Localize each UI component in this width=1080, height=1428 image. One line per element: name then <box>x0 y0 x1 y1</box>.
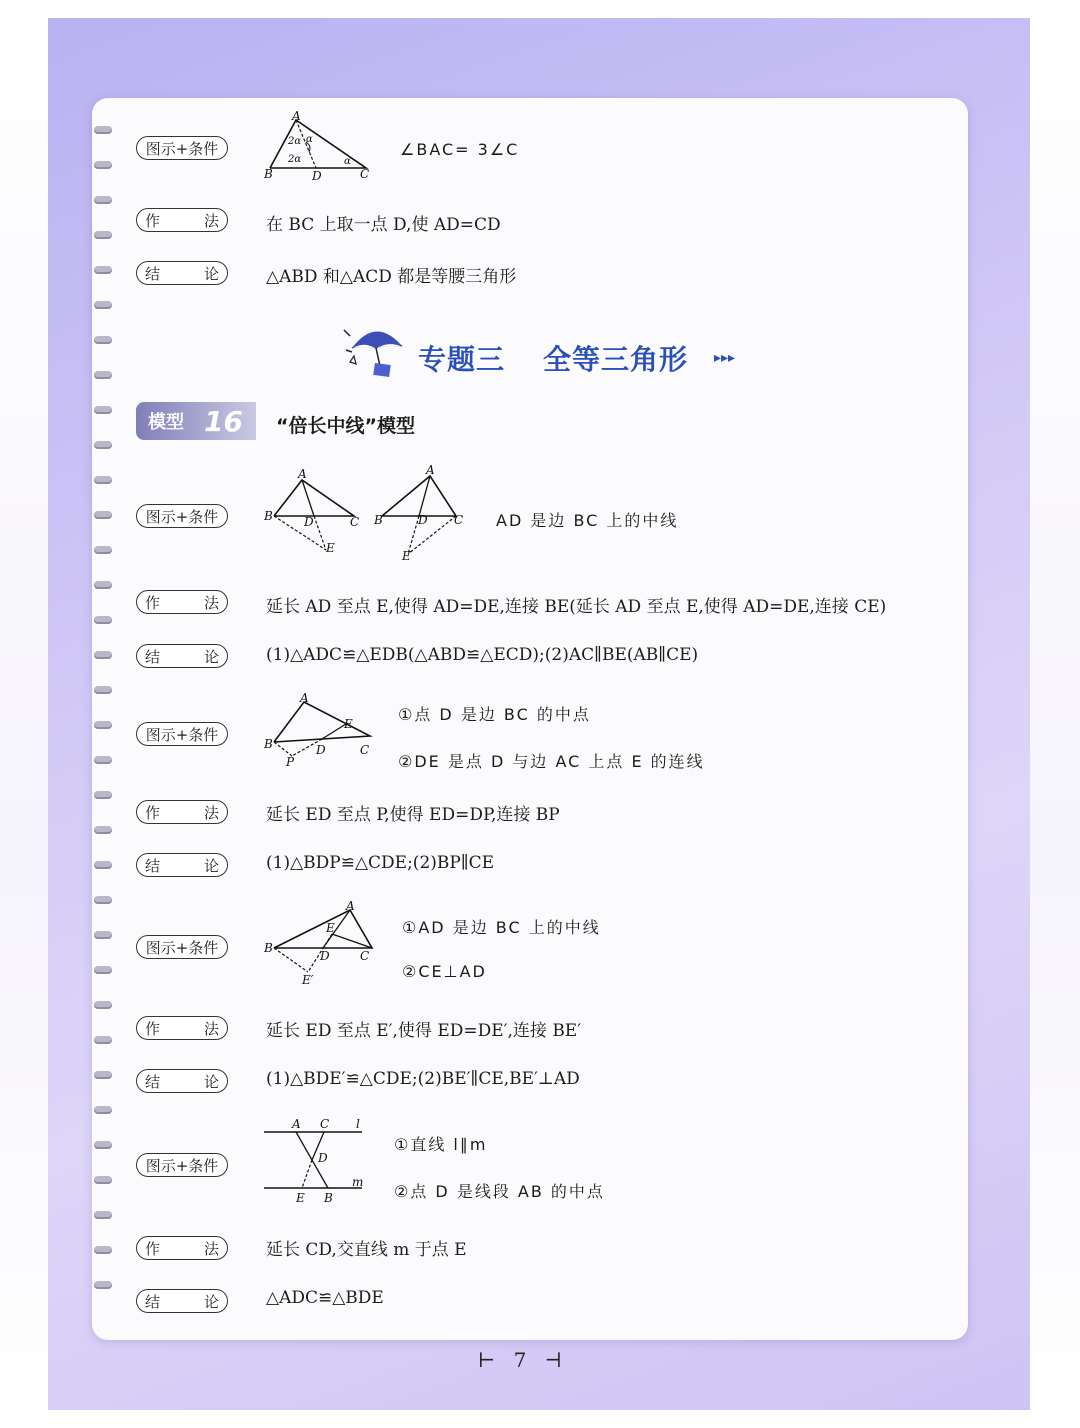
condition-2-text: ②DE 是点 D 与边 AC 上点 E 的连线 <box>398 752 705 771</box>
point-a-label: A <box>346 899 355 913</box>
section-title-part-a: 专题三 <box>418 343 506 376</box>
binding-ring <box>94 1106 112 1116</box>
binding-ring <box>94 441 112 451</box>
binding-ring <box>94 721 112 731</box>
condition-2-text: ②CE⊥AD <box>402 962 487 981</box>
method-text: 延长 AD 至点 E,使得 AD=DE,连接 BE(延长 AD 至点 E,使得 AD=DE,连接 CE) <box>266 597 887 617</box>
conclusion-label-a: 结 <box>145 647 161 666</box>
point-d-label: D <box>316 743 326 757</box>
binding-ring <box>94 686 112 696</box>
binding-ring <box>94 966 112 976</box>
binding-ring <box>94 791 112 801</box>
condition-1-text: ①点 D 是边 BC 的中点 <box>398 705 591 724</box>
conclusion-label <box>136 1069 228 1093</box>
method-label-b: 法 <box>203 593 219 612</box>
figure-condition-label: 图示+条件 <box>136 136 228 160</box>
point-c-label: C <box>350 515 360 529</box>
angle-2alpha-bottom: 2α <box>288 154 302 165</box>
binding-ring <box>94 161 112 171</box>
method-label <box>136 1236 228 1260</box>
condition-1-text: ①直线 l∥m <box>394 1135 488 1154</box>
section-title <box>418 338 688 378</box>
page-number <box>478 1348 562 1372</box>
conclusion-label <box>136 261 228 285</box>
binding-ring <box>94 546 112 556</box>
conclusion-label-b: 论 <box>203 647 219 666</box>
point-b-label: B <box>264 509 273 523</box>
page-bracket-left-icon: ⊢ <box>478 1348 496 1372</box>
point-d-label: D <box>320 949 330 963</box>
method-label <box>136 800 228 824</box>
conclusion-label-b: 论 <box>203 1072 219 1091</box>
method-label-a: 作 <box>145 1019 161 1038</box>
conclusion-label <box>136 1289 228 1313</box>
figure-condition-label: 图示+条件 <box>136 504 228 528</box>
point-d2-label: D <box>418 513 428 527</box>
point-e-prime-label: E′ <box>302 973 314 987</box>
binding-ring <box>94 1281 112 1291</box>
conclusion-label-a: 结 <box>145 1072 161 1091</box>
point-a2-label: A <box>426 463 435 477</box>
conclusion-text: (1)△BDE′≌△CDE;(2)BE′∥CE,BE′⊥AD <box>266 1069 580 1089</box>
binding-ring <box>94 266 112 276</box>
umbrella-icon <box>342 322 412 382</box>
method-label-b: 法 <box>203 1239 219 1258</box>
conclusion-text: △ADC≌△BDE <box>266 1288 384 1308</box>
point-e-label: E <box>296 1191 305 1205</box>
point-b-label: B <box>264 167 273 181</box>
point-c-label: C <box>320 1117 330 1131</box>
model-tag <box>136 402 256 440</box>
binding-ring <box>94 1211 112 1221</box>
binding-ring <box>94 406 112 416</box>
perpendicular-median-figure <box>262 900 382 988</box>
parallel-lines-figure <box>262 1116 372 1208</box>
angle-alpha-c: α <box>344 156 351 167</box>
point-e-label: E <box>326 541 335 555</box>
method-label <box>136 590 228 614</box>
method-text: 延长 ED 至点 E′,使得 ED=DE′,连接 BE′ <box>266 1021 582 1041</box>
binding-ring <box>94 1141 112 1151</box>
binding-ring <box>94 616 112 626</box>
median-double-figure <box>262 463 472 563</box>
point-p-label: P <box>286 755 295 769</box>
figure-condition-label: 图示+条件 <box>136 935 228 959</box>
method-label-b: 法 <box>203 211 219 230</box>
binding-ring <box>94 1001 112 1011</box>
binding-ring <box>94 581 112 591</box>
point-a-label: A <box>300 691 309 705</box>
point-c-label: C <box>360 167 370 181</box>
condition-2-text: ②点 D 是线段 AB 的中点 <box>394 1182 605 1201</box>
figure-condition-label: 图示+条件 <box>136 722 228 746</box>
figure-condition-label: 图示+条件 <box>136 1153 228 1177</box>
method-label-a: 作 <box>145 593 161 612</box>
method-label-a: 作 <box>145 1239 161 1258</box>
conclusion-label-b: 论 <box>203 264 219 283</box>
method-label-b: 法 <box>203 1019 219 1038</box>
binding-ring <box>94 511 112 521</box>
angle-2alpha-top: 2α <box>288 136 302 147</box>
point-c-label: C <box>360 743 370 757</box>
condition-text: ∠BAC= 3∠C <box>400 140 520 159</box>
binding-ring <box>94 301 112 311</box>
model-word: 模型 <box>148 412 184 433</box>
conclusion-label-a: 结 <box>145 856 161 875</box>
page-bracket-right-icon: ⊣ <box>544 1348 562 1372</box>
binding-ring <box>94 756 112 766</box>
page-number-value: 7 <box>513 1348 527 1372</box>
point-c-label: C <box>360 949 370 963</box>
triangle-figure-bac <box>262 109 374 183</box>
condition-1-text: ①AD 是边 BC 上的中线 <box>402 918 601 937</box>
method-label <box>136 1016 228 1040</box>
binding-ring <box>94 861 112 871</box>
point-d-label: D <box>318 1151 328 1165</box>
conclusion-label-a: 结 <box>145 264 161 283</box>
conclusion-label-a: 结 <box>145 1292 161 1311</box>
point-e-label: E <box>326 921 335 935</box>
binding-ring <box>94 1176 112 1186</box>
point-d-label: D <box>304 515 314 529</box>
method-text: 在 BC 上取一点 D,使 AD=CD <box>266 215 501 235</box>
point-b-label: B <box>324 1191 333 1205</box>
method-label-a: 作 <box>145 803 161 822</box>
conclusion-label-b: 论 <box>203 1292 219 1311</box>
conclusion-label-b: 论 <box>203 856 219 875</box>
binding-ring <box>94 826 112 836</box>
conclusion-text: △ABD 和△ACD 都是等腰三角形 <box>266 267 517 287</box>
binding-ring <box>94 1246 112 1256</box>
binding-ring <box>94 1071 112 1081</box>
point-d-label: D <box>312 169 322 183</box>
method-label-b: 法 <box>203 803 219 822</box>
binding-ring <box>94 931 112 941</box>
binding-ring <box>94 371 112 381</box>
point-e2-label: E <box>402 549 411 563</box>
method-label-a: 作 <box>145 211 161 230</box>
point-a-label: A <box>292 1117 301 1131</box>
midpoint-segment-figure <box>262 692 382 770</box>
binding-ring <box>94 651 112 661</box>
conclusion-label <box>136 853 228 877</box>
line-l-label: l <box>356 1117 360 1131</box>
conclusion-text: (1)△ADC≌△EDB(△ABD≌△ECD);(2)AC∥BE(AB∥CE) <box>266 645 699 665</box>
point-b-label: B <box>264 941 273 955</box>
method-text: 延长 CD,交直线 m 于点 E <box>266 1240 467 1260</box>
point-e-label: E <box>344 717 353 731</box>
method-label <box>136 208 228 232</box>
condition-text: AD 是边 BC 上的中线 <box>496 511 679 530</box>
section-title-part-b: 全等三角形 <box>543 343 689 376</box>
conclusion-text: (1)△BDP≌△CDE;(2)BP∥CE <box>266 853 495 873</box>
chevron-icon: ▸▸▸ <box>714 350 736 366</box>
model-number: 16 <box>204 404 243 438</box>
binding-ring <box>94 476 112 486</box>
point-c2-label: C <box>454 513 464 527</box>
binding-ring <box>94 231 112 241</box>
binding-ring <box>94 896 112 906</box>
point-a-label: A <box>298 467 307 481</box>
binding-ring <box>94 1036 112 1046</box>
binding-ring <box>94 336 112 346</box>
model-name: “倍长中线”模型 <box>276 415 415 437</box>
binding-ring <box>94 126 112 136</box>
conclusion-label <box>136 644 228 668</box>
binding-ring <box>94 196 112 206</box>
point-b-label: B <box>264 737 273 751</box>
angle-alpha-top: α <box>306 134 313 145</box>
point-b2-label: B <box>374 513 383 527</box>
point-a-label: A <box>292 109 301 123</box>
method-text: 延长 ED 至点 P,使得 ED=DP,连接 BP <box>266 805 560 825</box>
line-m-label: m <box>352 1175 364 1189</box>
